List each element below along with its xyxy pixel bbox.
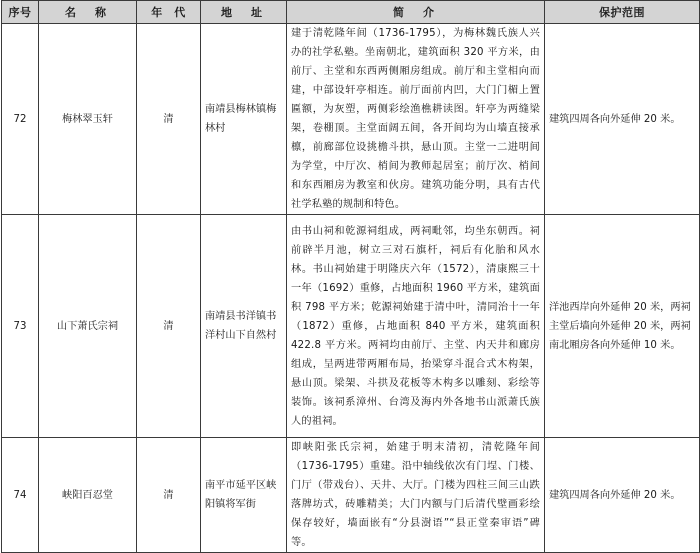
cell-intro: 即峡阳张氏宗祠，始建于明末清初，清乾隆年间（1736-1795）重建。沿中轴线依次有门埕、门楼、门厅（带戏台）、天井、大厅。门楼为四柱三间三山跌落牌坊式，砖雕精美；大门内额与门后清代壁画彩绘保存较好，墙面嵌有“分县澍语”“县正堂秦审语”碑等。	[287, 438, 545, 553]
heritage-table	[1, 0, 700, 553]
cell-range: 洋池西岸向外延伸 20 米，两祠主堂后墙向外延伸 20 米，两祠南北厢房各向外延伸 10 米。	[545, 215, 700, 438]
table-row	[2, 438, 700, 553]
header-name: 名 称	[39, 1, 137, 24]
cell-name: 梅林翠玉轩	[39, 24, 137, 215]
cell-name: 峡阳百忍堂	[39, 438, 137, 553]
cell-address: 南靖县书洋镇书洋村山下自然村	[201, 215, 287, 438]
header-address: 地 址	[201, 1, 287, 24]
cell-no: 72	[2, 24, 39, 215]
cell-era: 清	[137, 24, 201, 215]
cell-no: 74	[2, 438, 39, 553]
cell-era: 清	[137, 438, 201, 553]
cell-range: 建筑四周各向外延伸 20 米。	[545, 438, 700, 553]
cell-address: 南靖县梅林镇梅林村	[201, 24, 287, 215]
header-no: 序号	[2, 1, 39, 24]
cell-era: 清	[137, 215, 201, 438]
cell-intro: 建于清乾隆年间（1736-1795），为梅林魏氏族人兴办的社学私塾。坐南朝北，建筑面积 320 平方米，由前厅、主堂和东西两侧厢房组成。前厅和主堂相向而建，中部设轩亭相连。前厅面前内凹，大门门楣上置匾额，为灰塑，两侧彩绘渔樵耕读图。轩亭为两缝梁架，卷棚顶。主堂面阔五间，各开间均为山墙直接承檩，前廊部位设挑檐斗拱，悬山顶。主堂一二进明间为学堂，中厅次、梢间为教师起居室；前厅次、梢间和东西厢房为教室和伙房。建筑功能分明，具有古代社学私塾的规制和特色。	[287, 24, 545, 215]
cell-name: 山下萧氏宗祠	[39, 215, 137, 438]
header-era: 年 代	[137, 1, 201, 24]
table-row	[2, 24, 700, 215]
cell-address: 南平市延平区峡阳镇将军街	[201, 438, 287, 553]
header-intro: 简 介	[287, 1, 545, 24]
table-row	[2, 215, 700, 438]
header-range: 保护范围	[545, 1, 700, 24]
cell-intro: 由书山祠和乾源祠组成，两祠毗邻，均坐东朝西。祠前辟半月池，树立三对石旗杆，祠后有化胎和风水林。书山祠始建于明隆庆六年（1572），清康熙三十一年（1692）重修，占地面积 1960 平方米，建筑面积 798 平方米；乾源祠始建于清中叶，清同治十一年（1872）重修，占地面积 840 平方米，建筑面积 422.8 平方米。两祠均由前厅、主堂、内天井和廊房组成，呈两进带两厢布局，抬梁穿斗混合式木构架，悬山顶。梁架、斗拱及花板等木构多以雕刻、彩绘等装饰。该祠系漳州、台湾及海内外各地书山派萧氏族人的祖祠。	[287, 215, 545, 438]
cell-range: 建筑四周各向外延伸 20 米。	[545, 24, 700, 215]
table-header-row	[2, 1, 700, 24]
cell-no: 73	[2, 215, 39, 438]
